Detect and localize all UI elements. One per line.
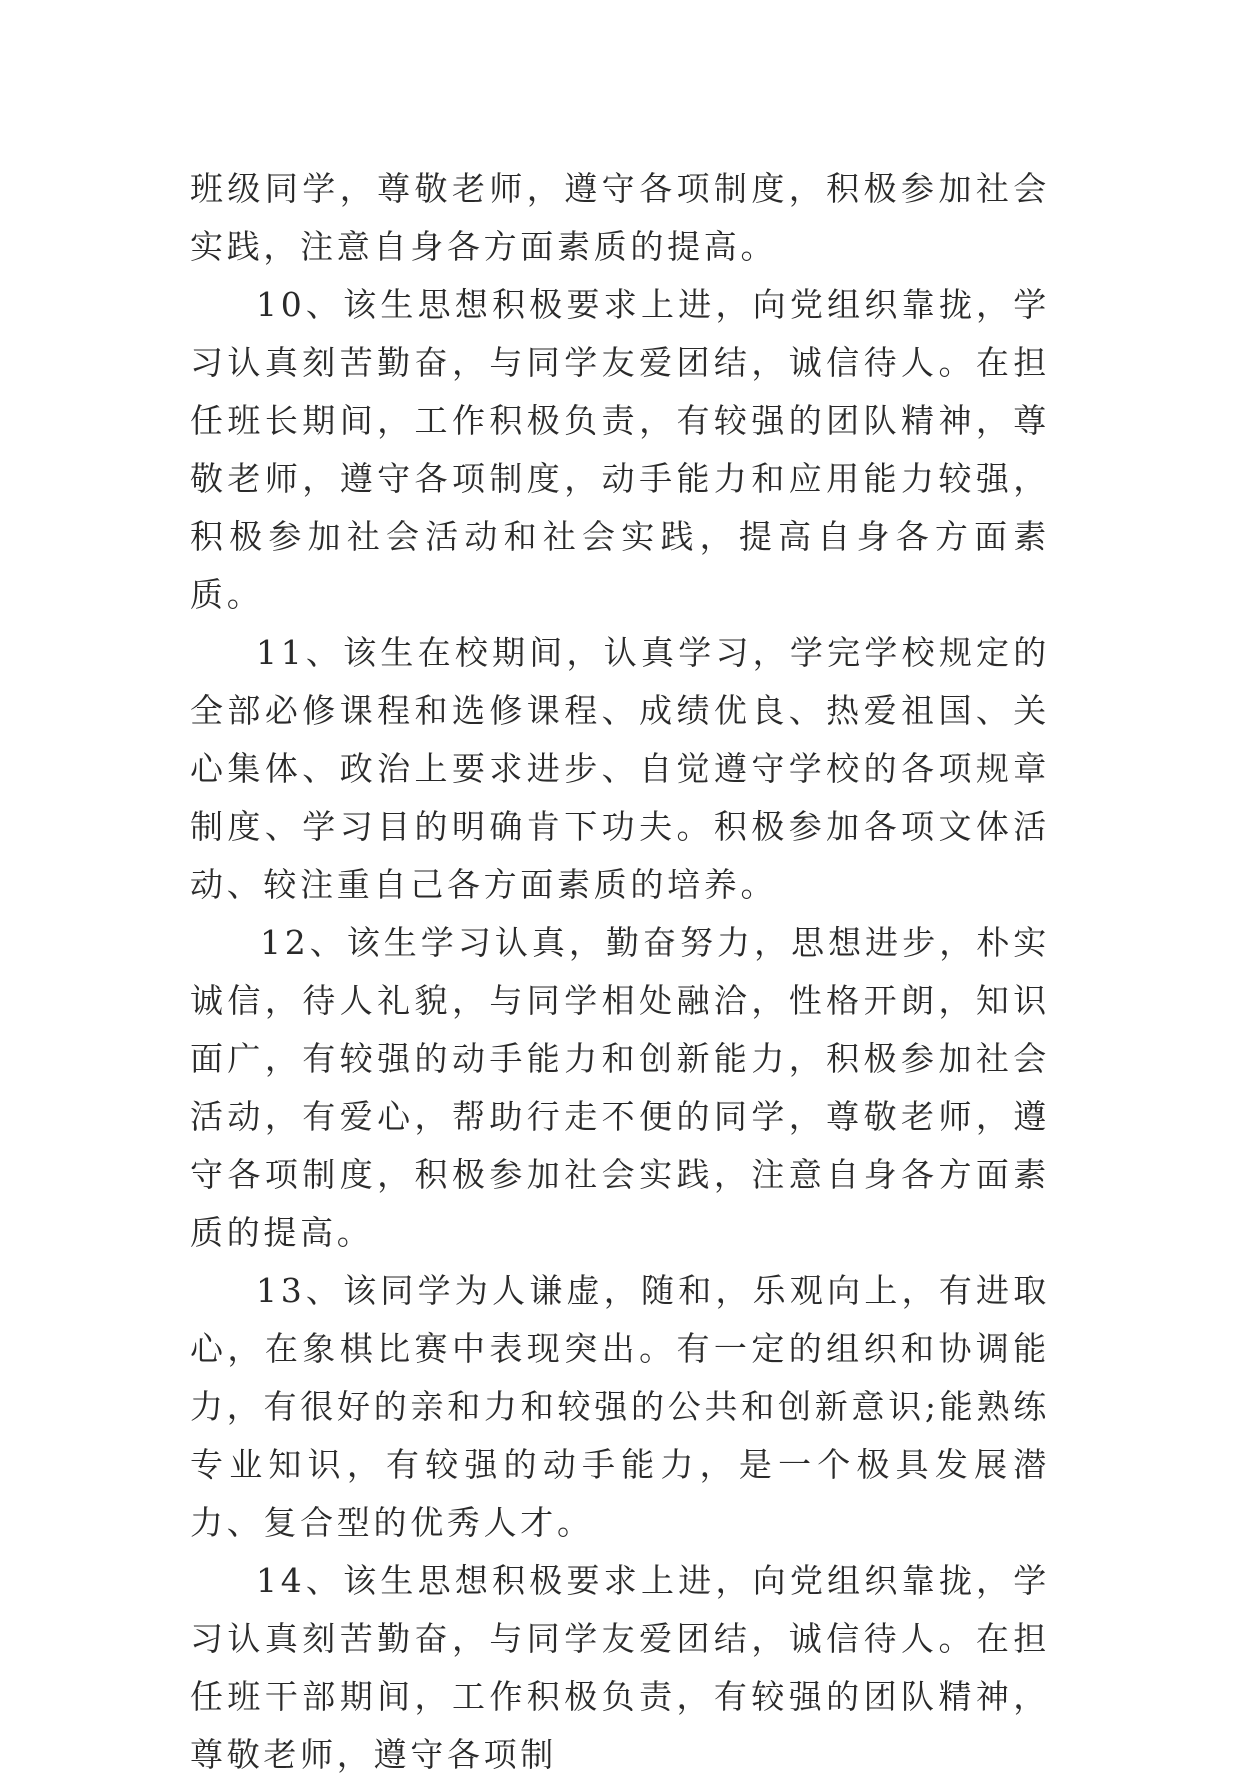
paragraph-item-14: 14、该生思想积极要求上进，向党组织靠拢，学习认真刻苦勤奋，与同学友爱团结，诚信待人。在担任班干部期间，工作积极负责，有较强的团队精神，尊敬老师，遵守各项制 (190, 1561, 1050, 1774)
paragraph-item-11: 11、该生在校期间，认真学习，学完学校规定的全部必修课程和选修课程、成绩优良、热爱祖国、关心集体、政治上要求进步、自觉遵守学校的各项规章制度、学习目的明确肯下功夫。积极参加各项文体活动、较注重自己各方面素质的培养。 (190, 633, 1050, 904)
paragraph-item-13: 13、该同学为人谦虚，随和，乐观向上，有进取心，在象棋比赛中表现突出。有一定的组织和协调能力，有很好的亲和力和较强的公共和创新意识;能熟练专业知识，有较强的动手能力，是一个极具发展潜力、复合型的优秀人才。 (190, 1271, 1050, 1542)
paragraph-continuation: 班级同学，尊敬老师，遵守各项制度，积极参加社会实践，注意自身各方面素质的提高。 (190, 169, 1050, 266)
paragraph-item-10: 10、该生思想积极要求上进，向党组织靠拢，学习认真刻苦勤奋，与同学友爱团结，诚信待人。在担任班长期间，工作积极负责，有较强的团队精神，尊敬老师，遵守各项制度，动手能力和应用能力较强，积极参加社会活动和社会实践，提高自身各方面素质。 (190, 285, 1050, 614)
document-page (190, 160, 1050, 1784)
paragraph-item-12: 12、该生学习认真，勤奋努力，思想进步，朴实诚信，待人礼貌，与同学相处融洽，性格开朗，知识面广，有较强的动手能力和创新能力，积极参加社会活动，有爱心，帮助行走不便的同学，尊敬老师，遵守各项制度，积极参加社会实践，注意自身各方面素质的提高。 (190, 923, 1050, 1252)
